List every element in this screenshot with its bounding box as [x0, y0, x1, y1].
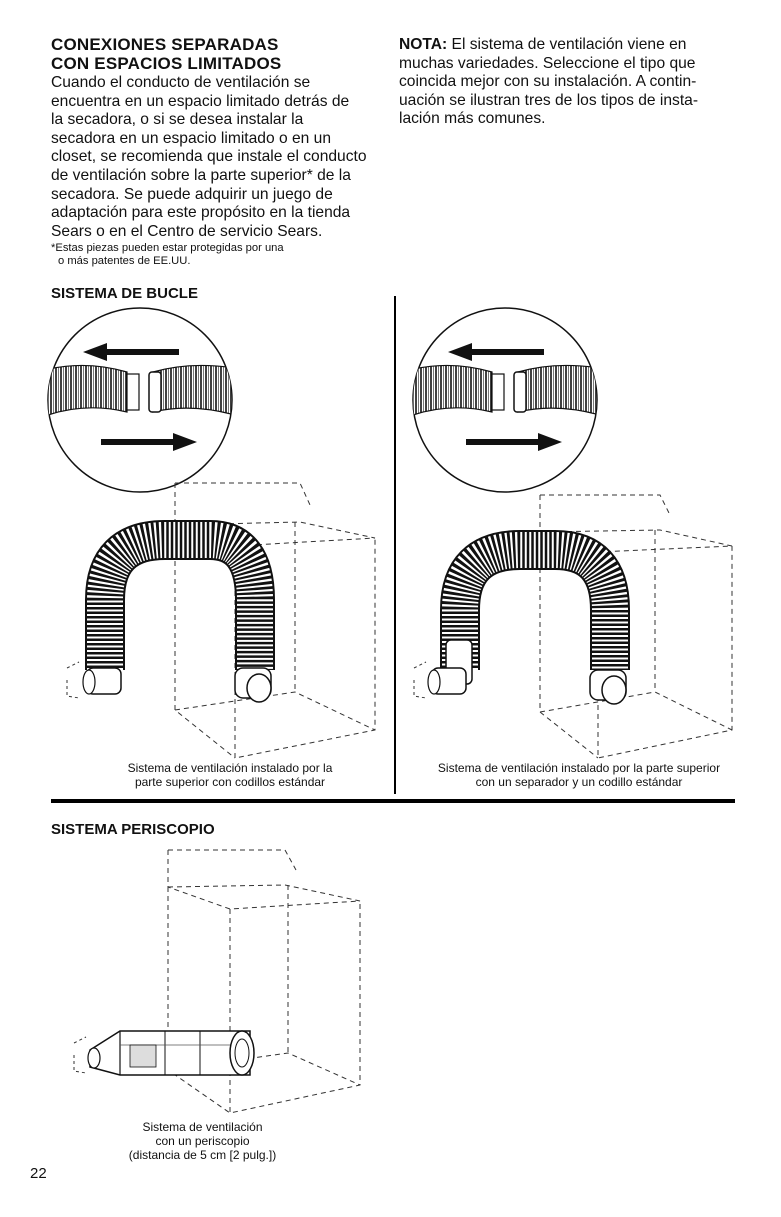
connection-detail-circle: [410, 308, 610, 492]
paragraph-line: secadora. Se puede adquirir un juego de: [51, 185, 333, 203]
caption-line: con un periscopio: [155, 1134, 250, 1148]
nota-line: [399, 36, 739, 55]
periscope-illustration: [60, 845, 380, 1125]
caption-line: con un separador y un codillo estándar: [475, 775, 683, 789]
column-divider: [394, 296, 396, 794]
section-heading-line2: CON ESPACIOS LIMITADOS: [51, 54, 282, 73]
caption-line: Sistema de ventilación instalado por la parte superior: [437, 761, 721, 775]
periscope-system-title: SISTEMA PERISCOPIO: [51, 821, 215, 838]
section-separator: [51, 799, 735, 803]
paragraph-line: de ventilación sobre la parte superior* de la: [51, 166, 351, 184]
intro-paragraph: [51, 74, 391, 241]
loop-right-caption: [404, 761, 754, 789]
right-elbow: [235, 668, 271, 702]
footnote-line2: o más patentes de EE.UU.: [58, 255, 191, 267]
paragraph-line: closet, se recomienda que instale el conducto: [51, 148, 367, 166]
nota-paragraph: [399, 36, 739, 129]
paragraph-line: adaptación para este propósito en la tienda: [51, 204, 351, 222]
paragraph-line: secadora en un espacio limitado o en un: [51, 129, 332, 147]
paragraph-line: Sears o en el Centro de servicio Sears.: [51, 222, 323, 240]
nota-line: lación más comunes.: [399, 110, 546, 128]
loop-spacer-elbow-illustration: [410, 300, 755, 740]
loop-standard-elbows-illustration: [45, 300, 385, 740]
right-elbow: [590, 670, 626, 704]
paragraph-line: Cuando el conducto de ventilación se: [51, 74, 311, 91]
nota-line-text: El sistema de ventilación viene en: [447, 36, 687, 53]
page-number: 22: [30, 1165, 47, 1182]
nota-line: uación se ilustran tres de los tipos de insta-: [399, 91, 699, 109]
nota-label: NOTA:: [399, 36, 448, 53]
paragraph-line: encuentra en un espacio limitado detrás de: [51, 92, 350, 110]
loop-system-title: SISTEMA DE BUCLE: [51, 285, 198, 302]
left-elbow: [67, 662, 121, 698]
section-heading-line1: CONEXIONES SEPARADAS: [51, 35, 279, 54]
periscope-duct: [74, 1031, 254, 1075]
nota-line: muchas variedades. Seleccione el tipo que: [399, 54, 696, 72]
caption-line: (distancia de 5 cm [2 pulg.]): [128, 1148, 277, 1162]
caption-line: parte superior con codillos estándar: [134, 775, 326, 789]
caption-line: Sistema de ventilación: [142, 1120, 263, 1134]
footnote-line1: *Estas piezas pueden estar protegidas por una: [51, 242, 284, 254]
paragraph-line: la secadora, o si se desea instalar la: [51, 111, 304, 129]
caption-line: Sistema de ventilación instalado por la: [127, 761, 333, 775]
loop-left-caption: [80, 761, 380, 789]
nota-line: coincida mejor con su instalación. A contin-: [399, 73, 697, 91]
periscope-caption: [95, 1120, 310, 1162]
connection-detail-circle: [45, 308, 245, 492]
